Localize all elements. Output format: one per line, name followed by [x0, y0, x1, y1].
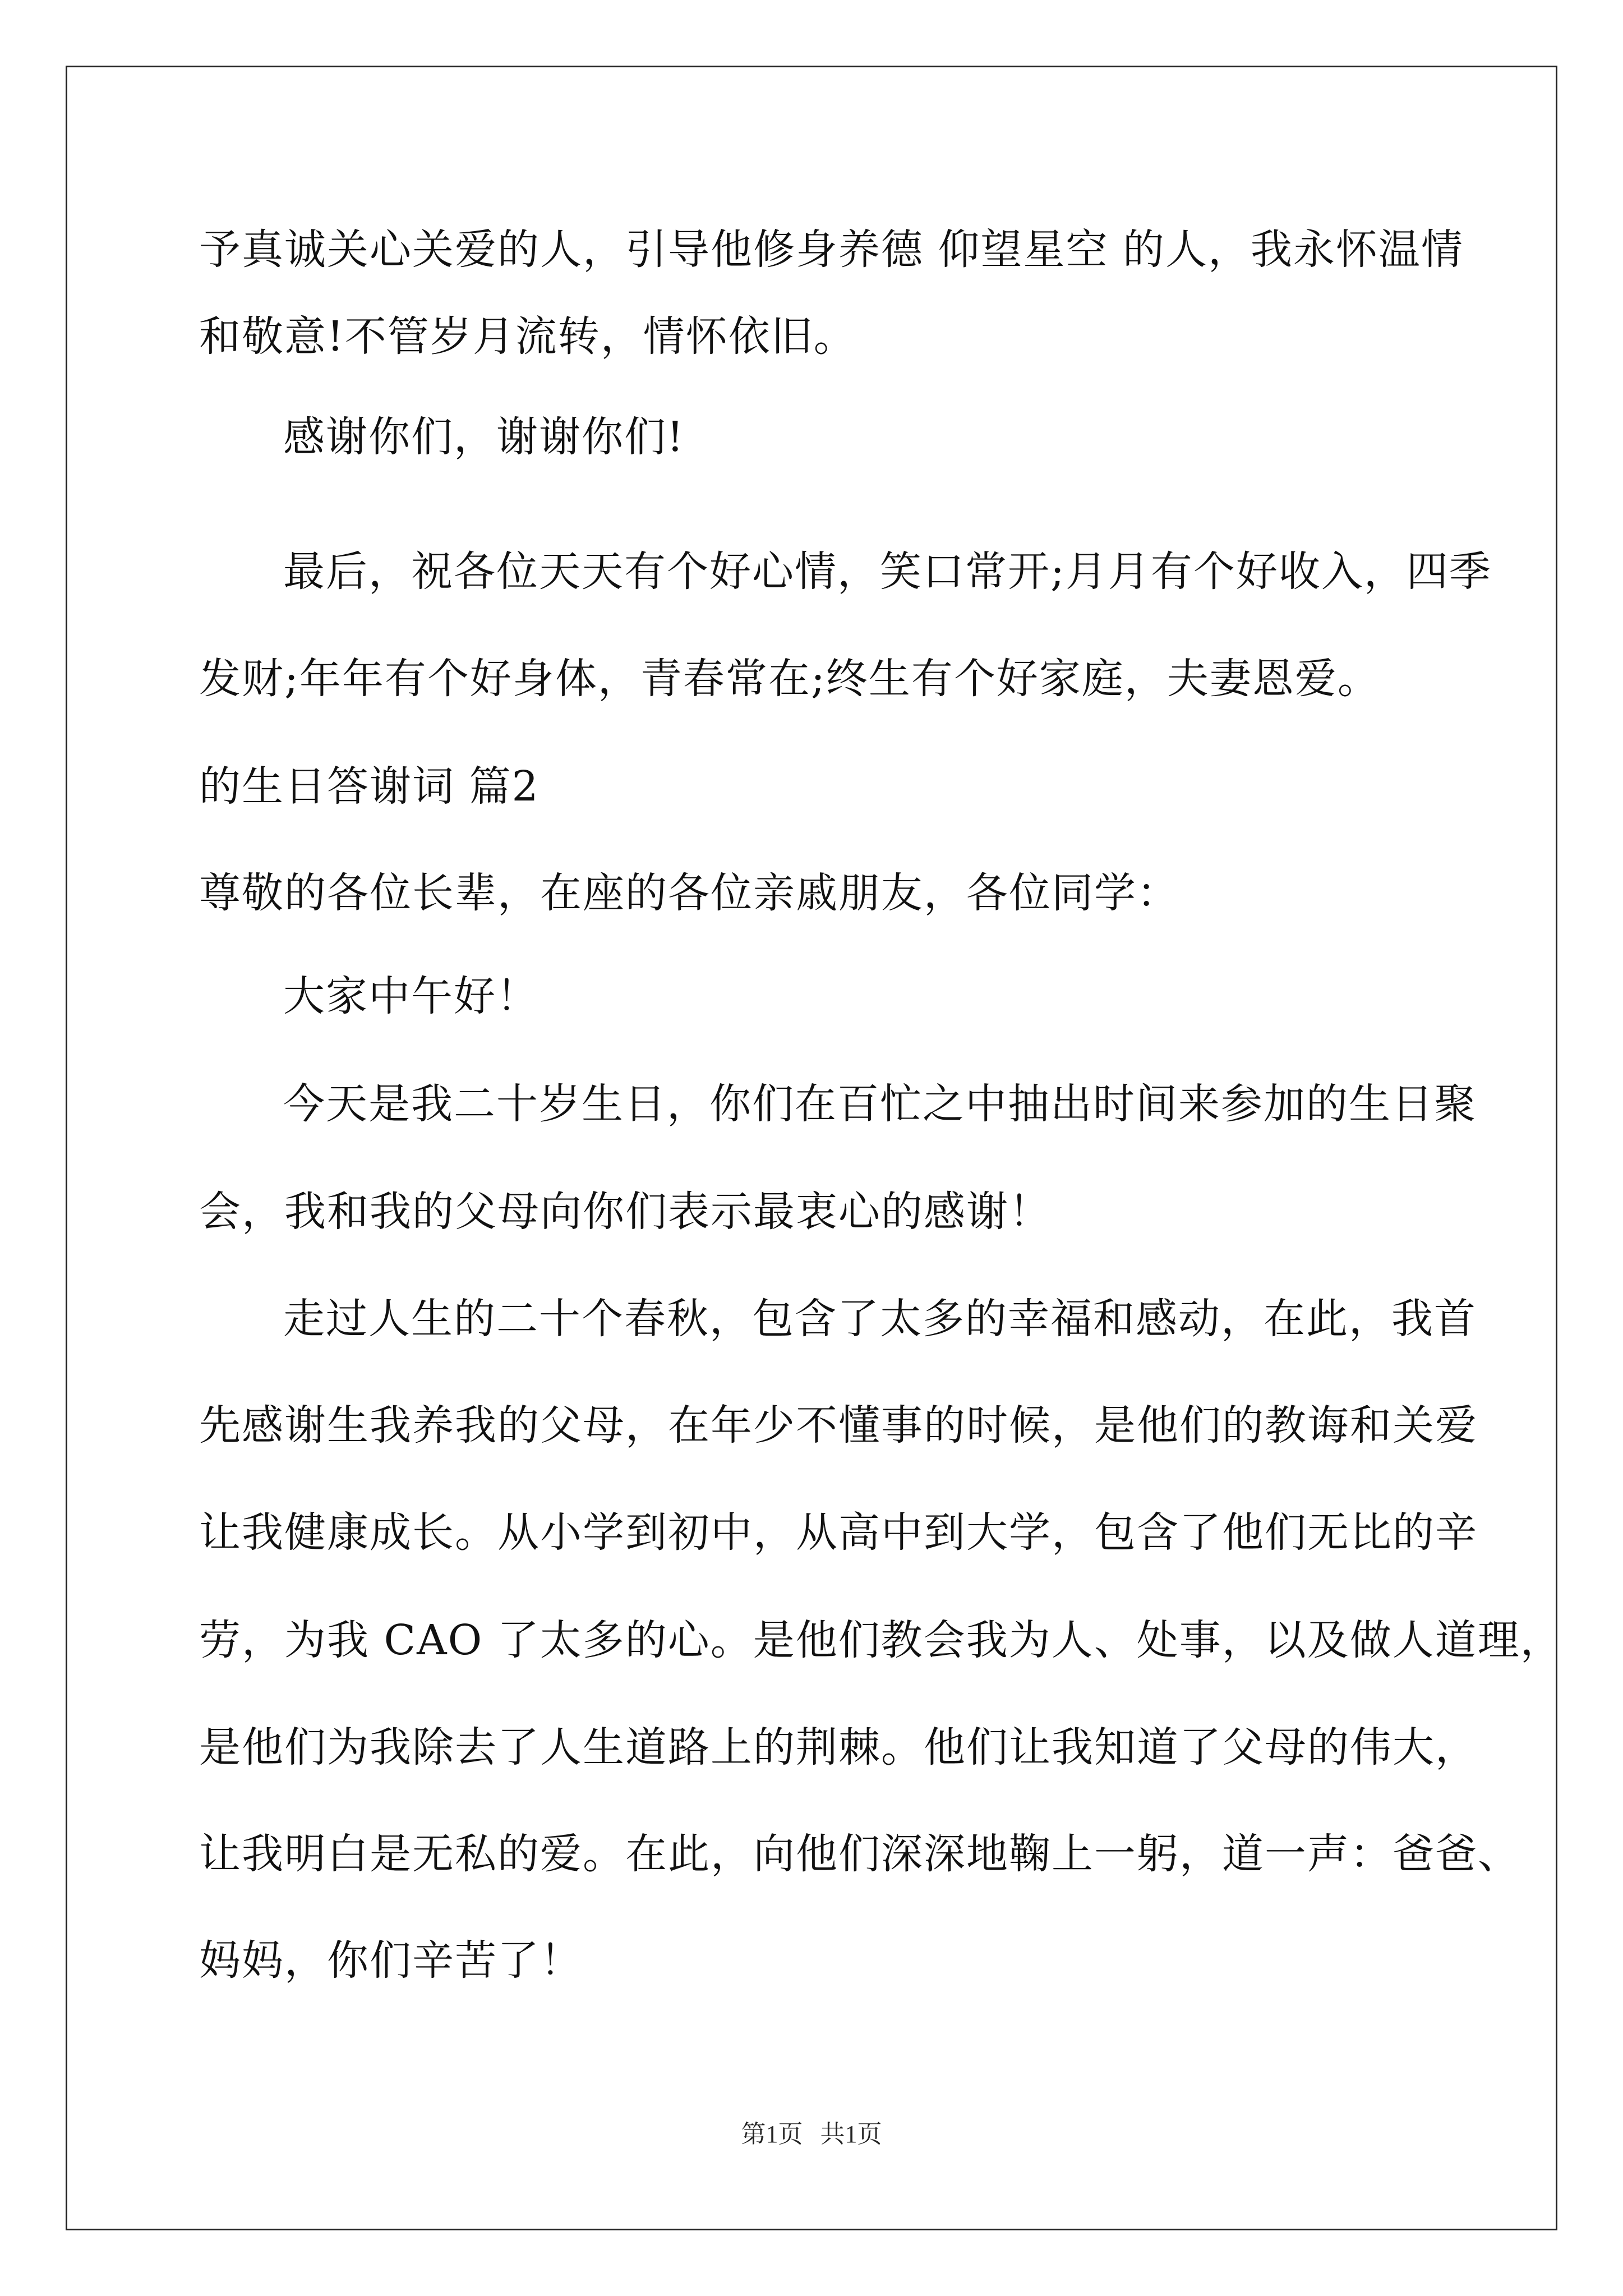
text-line: 感谢你们，谢谢你们! [283, 413, 685, 461]
text-line: 会，我和我的父母向你们表示最衷心的感谢！ [199, 1188, 1052, 1236]
text-line: 先感谢生我养我的父母，在年少不懂事的时候，是他们的教诲和关爱 [199, 1401, 1478, 1450]
section-heading: 的生日答谢词 篇2 [199, 762, 540, 811]
text-line: 让我健康成长。从小学到初中，从高中到大学，包含了他们无比的辛 [199, 1508, 1478, 1557]
text-line: 让我明白是无私的爱。在此，向他们深深地鞠上一躬，道一声：爸爸、 [199, 1830, 1520, 1878]
text-line: 走过人生的二十个春秋，包含了太多的幸福和感动，在此，我首 [283, 1295, 1477, 1343]
page-number: 第1页 [741, 2120, 803, 2148]
salutation: 尊敬的各位长辈，在座的各位亲戚朋友，各位同学： [199, 869, 1179, 917]
page-total: 共1页 [820, 2120, 882, 2148]
page-border [66, 66, 1557, 2230]
text-line: 予真诚关心关爱的人，引导他修身养德 仰望星空 的人，我永怀温情 [199, 226, 1464, 274]
text-line: 最后，祝各位天天有个好心情，笑口常开;月月有个好收入，四季 [283, 547, 1492, 596]
text-line: 今天是我二十岁生日，你们在百忙之中抽出时间来参加的生日聚 [283, 1080, 1477, 1128]
greeting: 大家中午好！ [283, 972, 539, 1020]
text-line: 妈妈，你们辛苦了！ [199, 1936, 583, 1985]
text-line: 劳，为我 CAO 了太多的心。是他们教会我为人、处事，以及做人道理， [199, 1616, 1563, 1664]
page-footer [0, 2119, 1623, 2150]
text-line: 发财;年年有个好身体，青春常在;终生有个好家庭，夫妻恩爱。 [199, 655, 1380, 703]
text-line: 和敬意!不管岁月流转，情怀依旧。 [199, 312, 856, 361]
text-line: 是他们为我除去了人生道路上的荆棘。他们让我知道了父母的伟大， [199, 1723, 1478, 1772]
